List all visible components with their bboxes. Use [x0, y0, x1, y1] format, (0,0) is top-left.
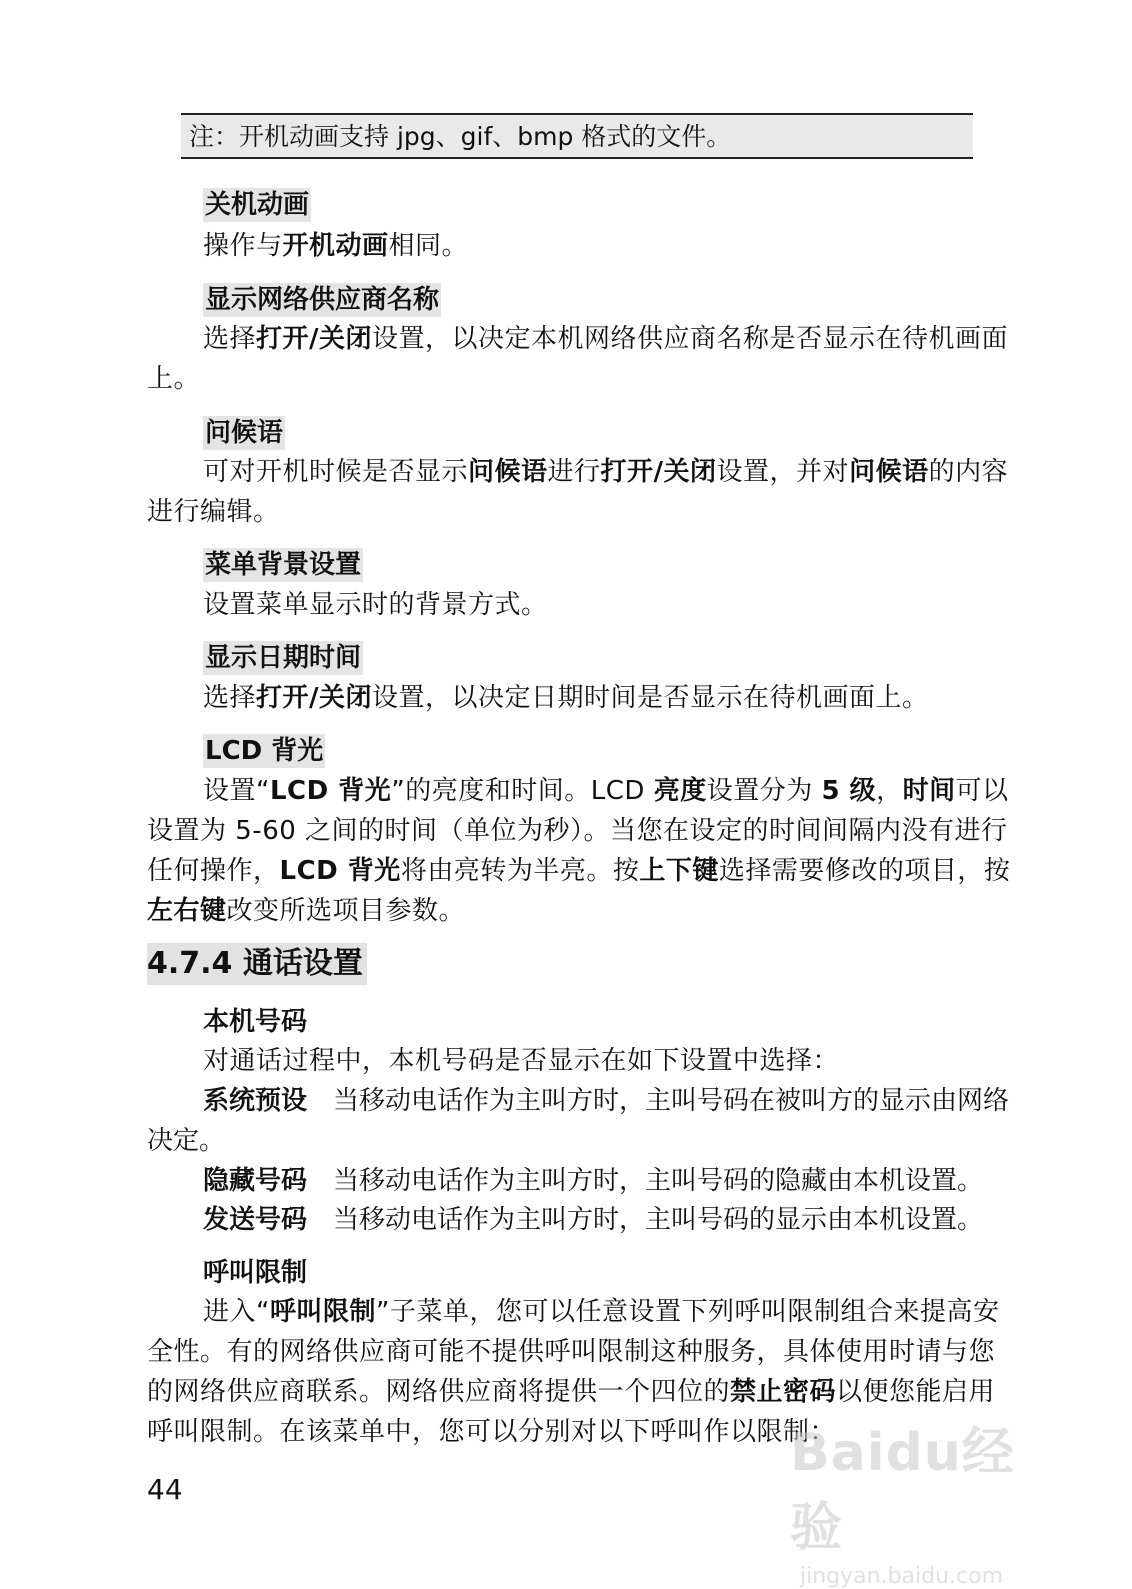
note-text: 注：开机动画支持 jpg、gif、bmp 格式的文件。	[189, 122, 732, 151]
text-run: 的内容进行编辑。	[147, 457, 1009, 527]
bold-term: 打开/关闭	[600, 457, 717, 487]
option-desc: 当移动电话作为主叫方时，主叫号码的显示由本机设置。	[333, 1205, 984, 1235]
option-system-default	[147, 1081, 1017, 1161]
option-send-number	[147, 1200, 1017, 1240]
note-box	[181, 113, 973, 159]
bold-term: 问候语	[849, 457, 929, 487]
text-run: 可以设置为 5-60 之间的时间（单位为秒）。当您在设定的时间间隔内没有进行任何操作，	[147, 776, 1009, 886]
para-greeting	[147, 452, 1017, 532]
heading-date-time: 显示日期时间	[205, 643, 362, 673]
text-run: 设置分为	[706, 776, 822, 806]
text-run: 选择需要修改的项目，按	[718, 856, 1011, 886]
option-term: 隐藏号码	[203, 1166, 308, 1196]
text-run: 进入“	[203, 1297, 270, 1327]
para-lcd-backlight	[147, 771, 1017, 931]
heading-call-barring: 呼叫限制	[203, 1258, 308, 1288]
text-run: 进行	[547, 457, 601, 487]
bold-term: 打开/关闭	[256, 324, 373, 354]
text-run: 改变所选项目参数。	[226, 896, 466, 926]
text-run: 操作与	[203, 231, 283, 261]
text-run: 选择	[203, 683, 257, 713]
bold-term: 5 级	[821, 776, 877, 806]
para-own-number-intro: 对通话过程中，本机号码是否显示在如下设置中选择：	[203, 1046, 840, 1076]
para-date-time	[147, 678, 1017, 718]
heading-lcd-backlight: LCD 背光	[205, 736, 324, 766]
bold-term: 亮度	[653, 776, 707, 806]
para-menu-background	[147, 585, 1017, 625]
watermark-url: jingyan.baidu.com	[800, 1564, 1004, 1589]
bold-term: 禁止密码	[730, 1377, 837, 1407]
bold-term: 打开/关闭	[256, 683, 373, 713]
para-network-name	[147, 319, 1017, 399]
bold-term: 左右键	[147, 896, 227, 926]
bold-term: LCD 背光	[279, 856, 401, 886]
bold-term: 时间	[902, 776, 956, 806]
option-desc: 当移动电话作为主叫方时，主叫号码在被叫方的显示由网络决定。	[147, 1086, 1010, 1156]
heading-shutdown-animation: 关机动画	[205, 190, 310, 220]
text-run: 可对开机时候是否显示	[203, 457, 469, 487]
text-run: 设置，并对	[716, 457, 850, 487]
option-term: 发送号码	[203, 1205, 308, 1235]
bold-term: 问候语	[468, 457, 548, 487]
heading-greeting: 问候语	[205, 418, 284, 448]
text-run: 设置，以决定本机网络供应商名称是否显示在待机画面上。	[147, 324, 1009, 394]
text-run: 将由亮转为半亮。按	[400, 856, 640, 886]
page-number: 44	[147, 1473, 183, 1506]
bold-term: 开机动画	[282, 231, 389, 261]
watermark-logo: Baidu经验	[790, 1423, 1015, 1558]
bold-term: LCD 背光	[269, 776, 392, 806]
text-run: ，	[876, 776, 903, 806]
text-run: ”的亮度和时间。LCD	[391, 776, 654, 806]
text-run: 选择	[203, 324, 257, 354]
text-run: 设置，以决定日期时间是否显示在待机画面上。	[372, 683, 929, 713]
text-run: 设置菜单显示时的背景方式。	[203, 590, 548, 620]
text-run: 相同。	[388, 231, 469, 261]
option-hide-number	[147, 1161, 1017, 1201]
bold-term: 呼叫限制	[269, 1297, 376, 1327]
option-term: 系统预设	[203, 1086, 308, 1116]
heading-own-number: 本机号码	[203, 1007, 308, 1037]
text-run: 以便您能启用呼叫限制。在该菜单中，您可以分别对以下呼叫作以限制：	[147, 1377, 996, 1447]
bold-term: 上下键	[639, 856, 719, 886]
section-title-call-settings: 4.7.4 通话设置	[147, 943, 367, 985]
heading-network-name: 显示网络供应商名称	[205, 285, 440, 315]
text-run: ”子菜单，您可以任意设置下列呼叫限制组合来提高安全性。有的网络供应商可能不提供呼叫限制这种服务，具体使用时请与您的网络供应商联系。网络供应商将提供一个四位的	[147, 1297, 1000, 1407]
para-shutdown-animation	[147, 226, 1017, 266]
baidu-watermark	[790, 1410, 1060, 1589]
option-desc: 当移动电话作为主叫方时，主叫号码的隐藏由本机设置。	[333, 1166, 984, 1196]
text-run: 设置“	[203, 776, 270, 806]
heading-menu-background: 菜单背景设置	[205, 550, 362, 580]
